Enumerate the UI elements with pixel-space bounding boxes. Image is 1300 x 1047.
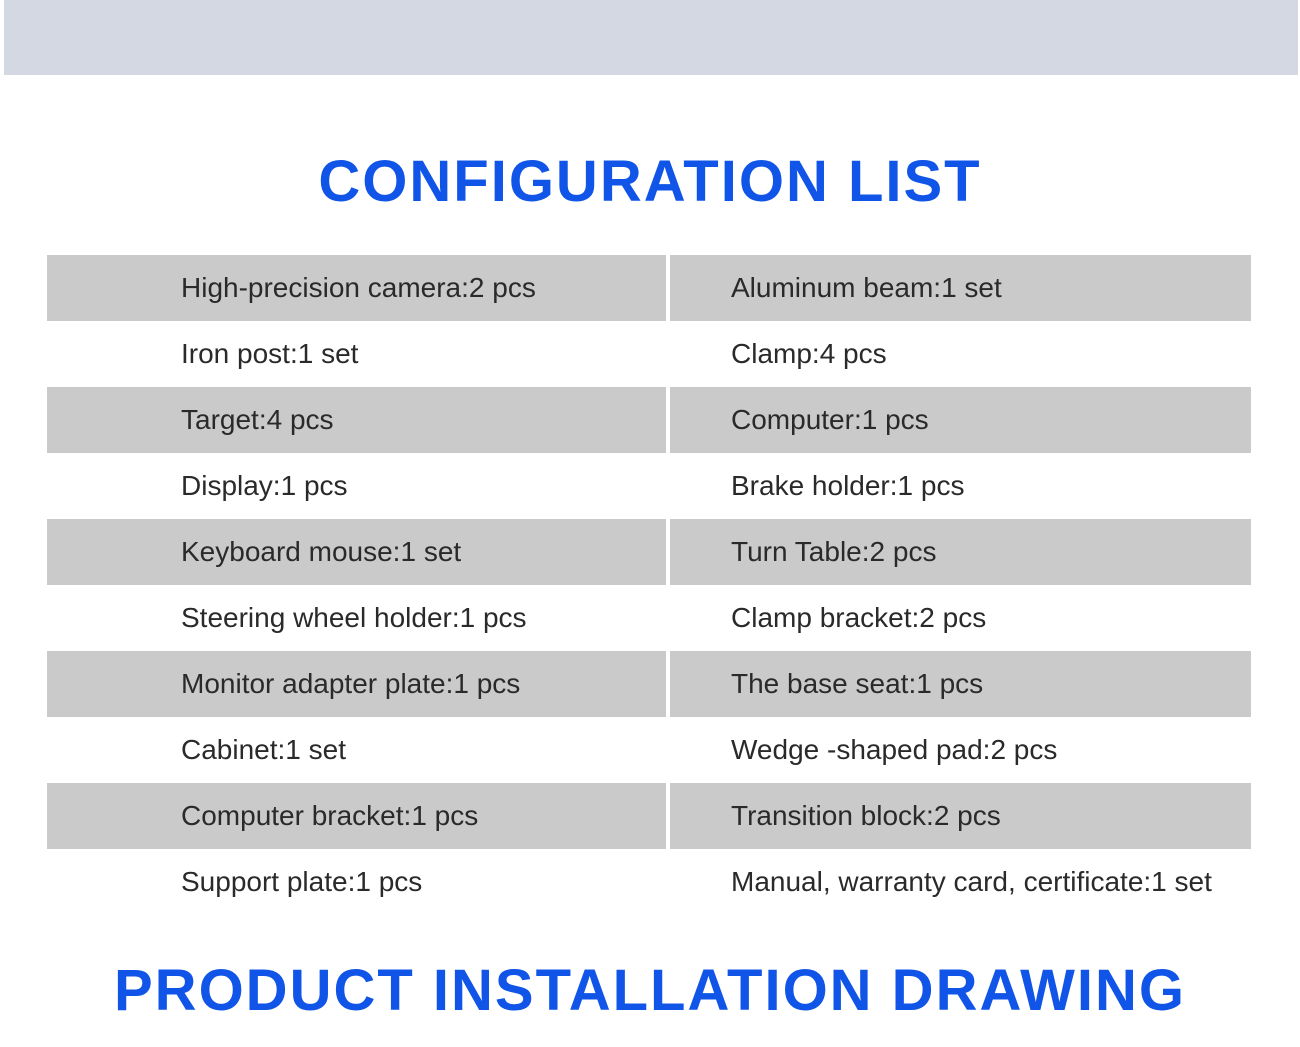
top-banner [4, 0, 1298, 75]
configuration-list-title: CONFIGURATION LIST [318, 149, 982, 214]
table-row [47, 321, 1251, 387]
config-item-right: The base seat:1 pcs [670, 651, 1251, 717]
table-row [47, 585, 1251, 651]
config-item-right: Transition block:2 pcs [670, 783, 1251, 849]
config-item-right: Wedge -shaped pad:2 pcs [731, 734, 1058, 765]
table-row [47, 453, 1251, 519]
configuration-table [47, 255, 1251, 915]
config-item-left: Target:4 pcs [47, 387, 666, 453]
table-row [47, 519, 1251, 585]
config-item-right: Manual, warranty card, certificate:1 set [731, 866, 1212, 897]
config-item-left: Cabinet:1 set [181, 734, 346, 765]
config-item-left: Computer bracket:1 pcs [47, 783, 666, 849]
table-row [47, 849, 1251, 915]
config-item-left: Keyboard mouse:1 set [47, 519, 666, 585]
config-item-left: Display:1 pcs [181, 470, 348, 501]
table-row [47, 387, 1251, 453]
config-item-right: Aluminum beam:1 set [670, 255, 1251, 321]
config-item-left: Iron post:1 set [181, 338, 359, 369]
installation-drawing-title: PRODUCT INSTALLATION DRAWING [114, 958, 1186, 1023]
config-item-right: Turn Table:2 pcs [670, 519, 1251, 585]
config-item-left: High-precision camera:2 pcs [47, 255, 666, 321]
table-row [47, 255, 1251, 321]
config-item-right: Clamp:4 pcs [731, 338, 887, 369]
config-item-left: Steering wheel holder:1 pcs [181, 602, 527, 633]
config-item-left: Monitor adapter plate:1 pcs [47, 651, 666, 717]
config-item-right: Brake holder:1 pcs [731, 470, 965, 501]
config-item-left: Support plate:1 pcs [181, 866, 423, 897]
config-item-right: Clamp bracket:2 pcs [731, 602, 987, 633]
table-row [47, 783, 1251, 849]
table-row [47, 717, 1251, 783]
config-item-right: Computer:1 pcs [670, 387, 1251, 453]
table-row [47, 651, 1251, 717]
